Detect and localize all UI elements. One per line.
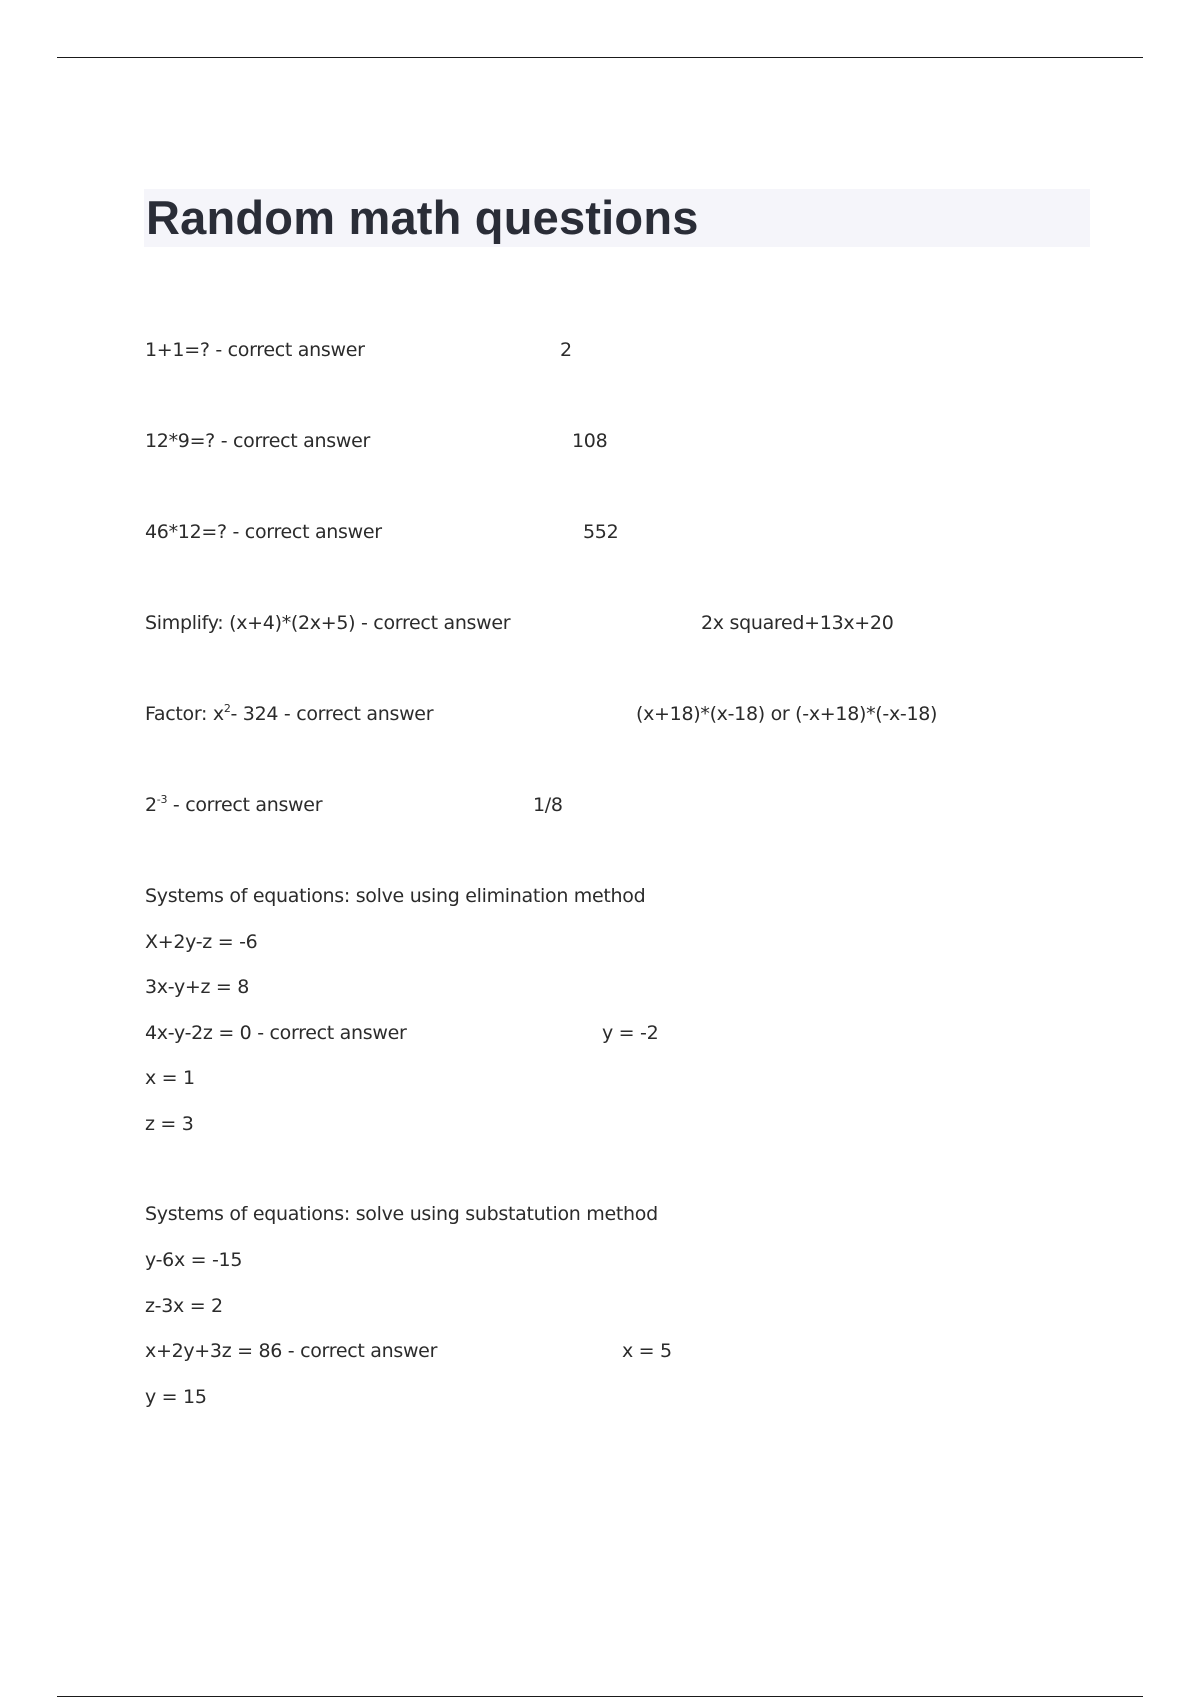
answer-1: 2: [560, 339, 572, 361]
elimination-answer-x: x = 1: [145, 1067, 195, 1089]
substitution-answer-y: y = 15: [145, 1386, 207, 1408]
elimination-eq3: 4x-y-2z = 0 - correct answer: [145, 1022, 407, 1044]
substitution-answer-x: x = 5: [622, 1340, 672, 1362]
question-5: [145, 702, 433, 726]
question-6-prefix: 2: [145, 794, 157, 816]
answer-2: 108: [572, 430, 608, 452]
question-6-exponent: -3: [156, 793, 168, 806]
answer-4: 2x squared+13x+20: [701, 612, 894, 634]
substitution-eq3: x+2y+3z = 86 - correct answer: [145, 1340, 438, 1362]
question-3: 46*12=? - correct answer: [145, 521, 382, 543]
question-1: 1+1=? - correct answer: [145, 339, 365, 361]
substitution-eq2: z-3x = 2: [145, 1295, 223, 1317]
elimination-answer-z: z = 3: [145, 1113, 194, 1135]
question-5-suffix: - 324 - correct answer: [230, 703, 434, 725]
question-2: 12*9=? - correct answer: [145, 430, 370, 452]
substitution-heading: Systems of equations: solve using substatution method: [145, 1203, 658, 1225]
elimination-answer-y: y = -2: [602, 1022, 659, 1044]
substitution-eq1: y-6x = -15: [145, 1249, 243, 1271]
question-5-prefix: Factor: x: [145, 703, 224, 725]
question-6: [145, 793, 322, 817]
answer-6: 1/8: [533, 794, 563, 816]
answer-3: 552: [583, 521, 619, 543]
elimination-eq1: X+2y-z = -6: [145, 931, 258, 953]
elimination-heading: Systems of equations: solve using elimination method: [145, 885, 646, 907]
page-title: Random math questions: [146, 191, 699, 244]
answer-5: (x+18)*(x-18) or (-x+18)*(-x-18): [636, 703, 938, 725]
question-5-exponent: 2: [223, 702, 231, 715]
footer-rule: [57, 1696, 1143, 1697]
question-4: Simplify: (x+4)*(2x+5) - correct answer: [145, 612, 511, 634]
header-rule: [57, 57, 1143, 58]
question-6-suffix: - correct answer: [167, 794, 323, 816]
elimination-eq2: 3x-y+z = 8: [145, 976, 250, 998]
